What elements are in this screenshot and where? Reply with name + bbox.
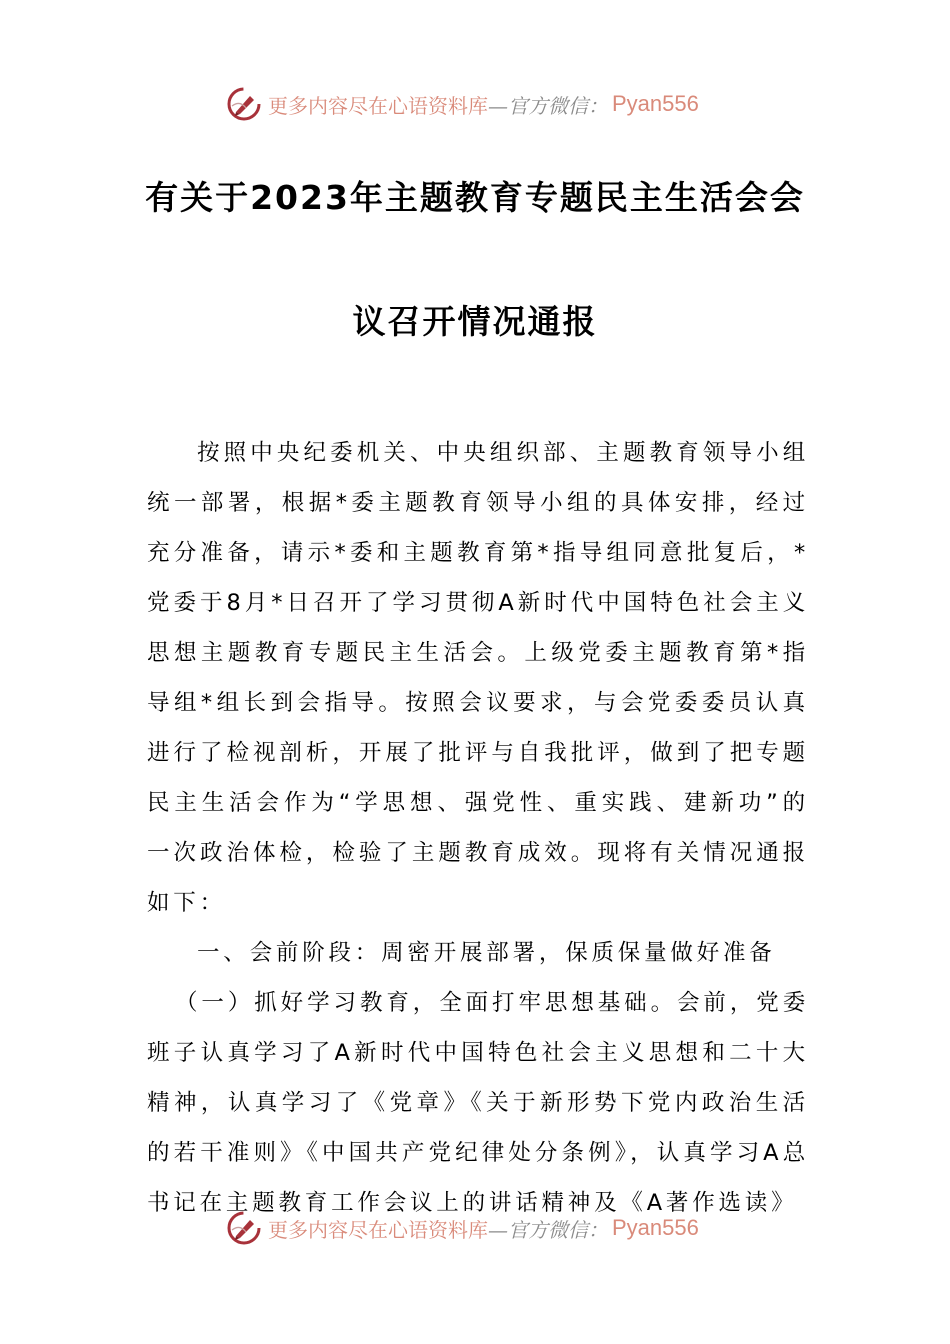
watermark-text: 更多内容尽在心语资料库: [268, 93, 488, 118]
section-heading: 一、会前阶段：周密开展部署，保质保量做好准备: [197, 940, 776, 966]
watermark-banner-top: [226, 84, 699, 124]
document-title-line2: 议召开情况通报: [352, 302, 598, 341]
document-title-line1: 有关于2023年主题教育专题民主生活会会: [145, 178, 805, 217]
pen-logo-icon: [226, 86, 262, 122]
body-paragraph: （一）抓好学习教育，全面打牢思想基础。会前，党委班子认真学习了A新时代中国特色社会主义思想和二十大精神，认真学习了《党章》《关于新形势下党内政治生活的若干准则》《中国共产党纪律处分条例》，认真学习A总书记在主题教育工作会议上的讲话精神及《A著作选读》: [147, 990, 809, 1216]
watermark-wechat-id: Pyan556: [612, 1215, 699, 1240]
watermark-banner-bottom: [226, 1208, 699, 1248]
watermark-separator: —官方微信：: [488, 93, 608, 118]
body-paragraph: 按照中央纪委机关、中央组织部、主题教育领导小组统一部署，根据*委主题教育领导小组的具体安排，经过充分准备，请示*委和主题教育第*指导组同意批复后，*党委于8月*日召开了学习贯彻A新时代中国特色社会主义思想主题教育专题民主生活会。上级党委主题教育第*指导组*组长到会指导。按照会议要求，与会党委委员认真进行了检视剖析，开展了批评与自我批评，做到了把专题民主生活会作为“学思想、强党性、重实践、建新功”的一次政治体检，检验了主题教育成效。现将有关情况通报如下：: [147, 440, 809, 916]
document-body: [147, 428, 809, 1228]
pen-logo-icon: [226, 1210, 262, 1246]
watermark-wechat-id: Pyan556: [612, 91, 699, 116]
watermark-text: 更多内容尽在心语资料库: [268, 1217, 488, 1242]
watermark-separator: —官方微信：: [488, 1217, 608, 1242]
